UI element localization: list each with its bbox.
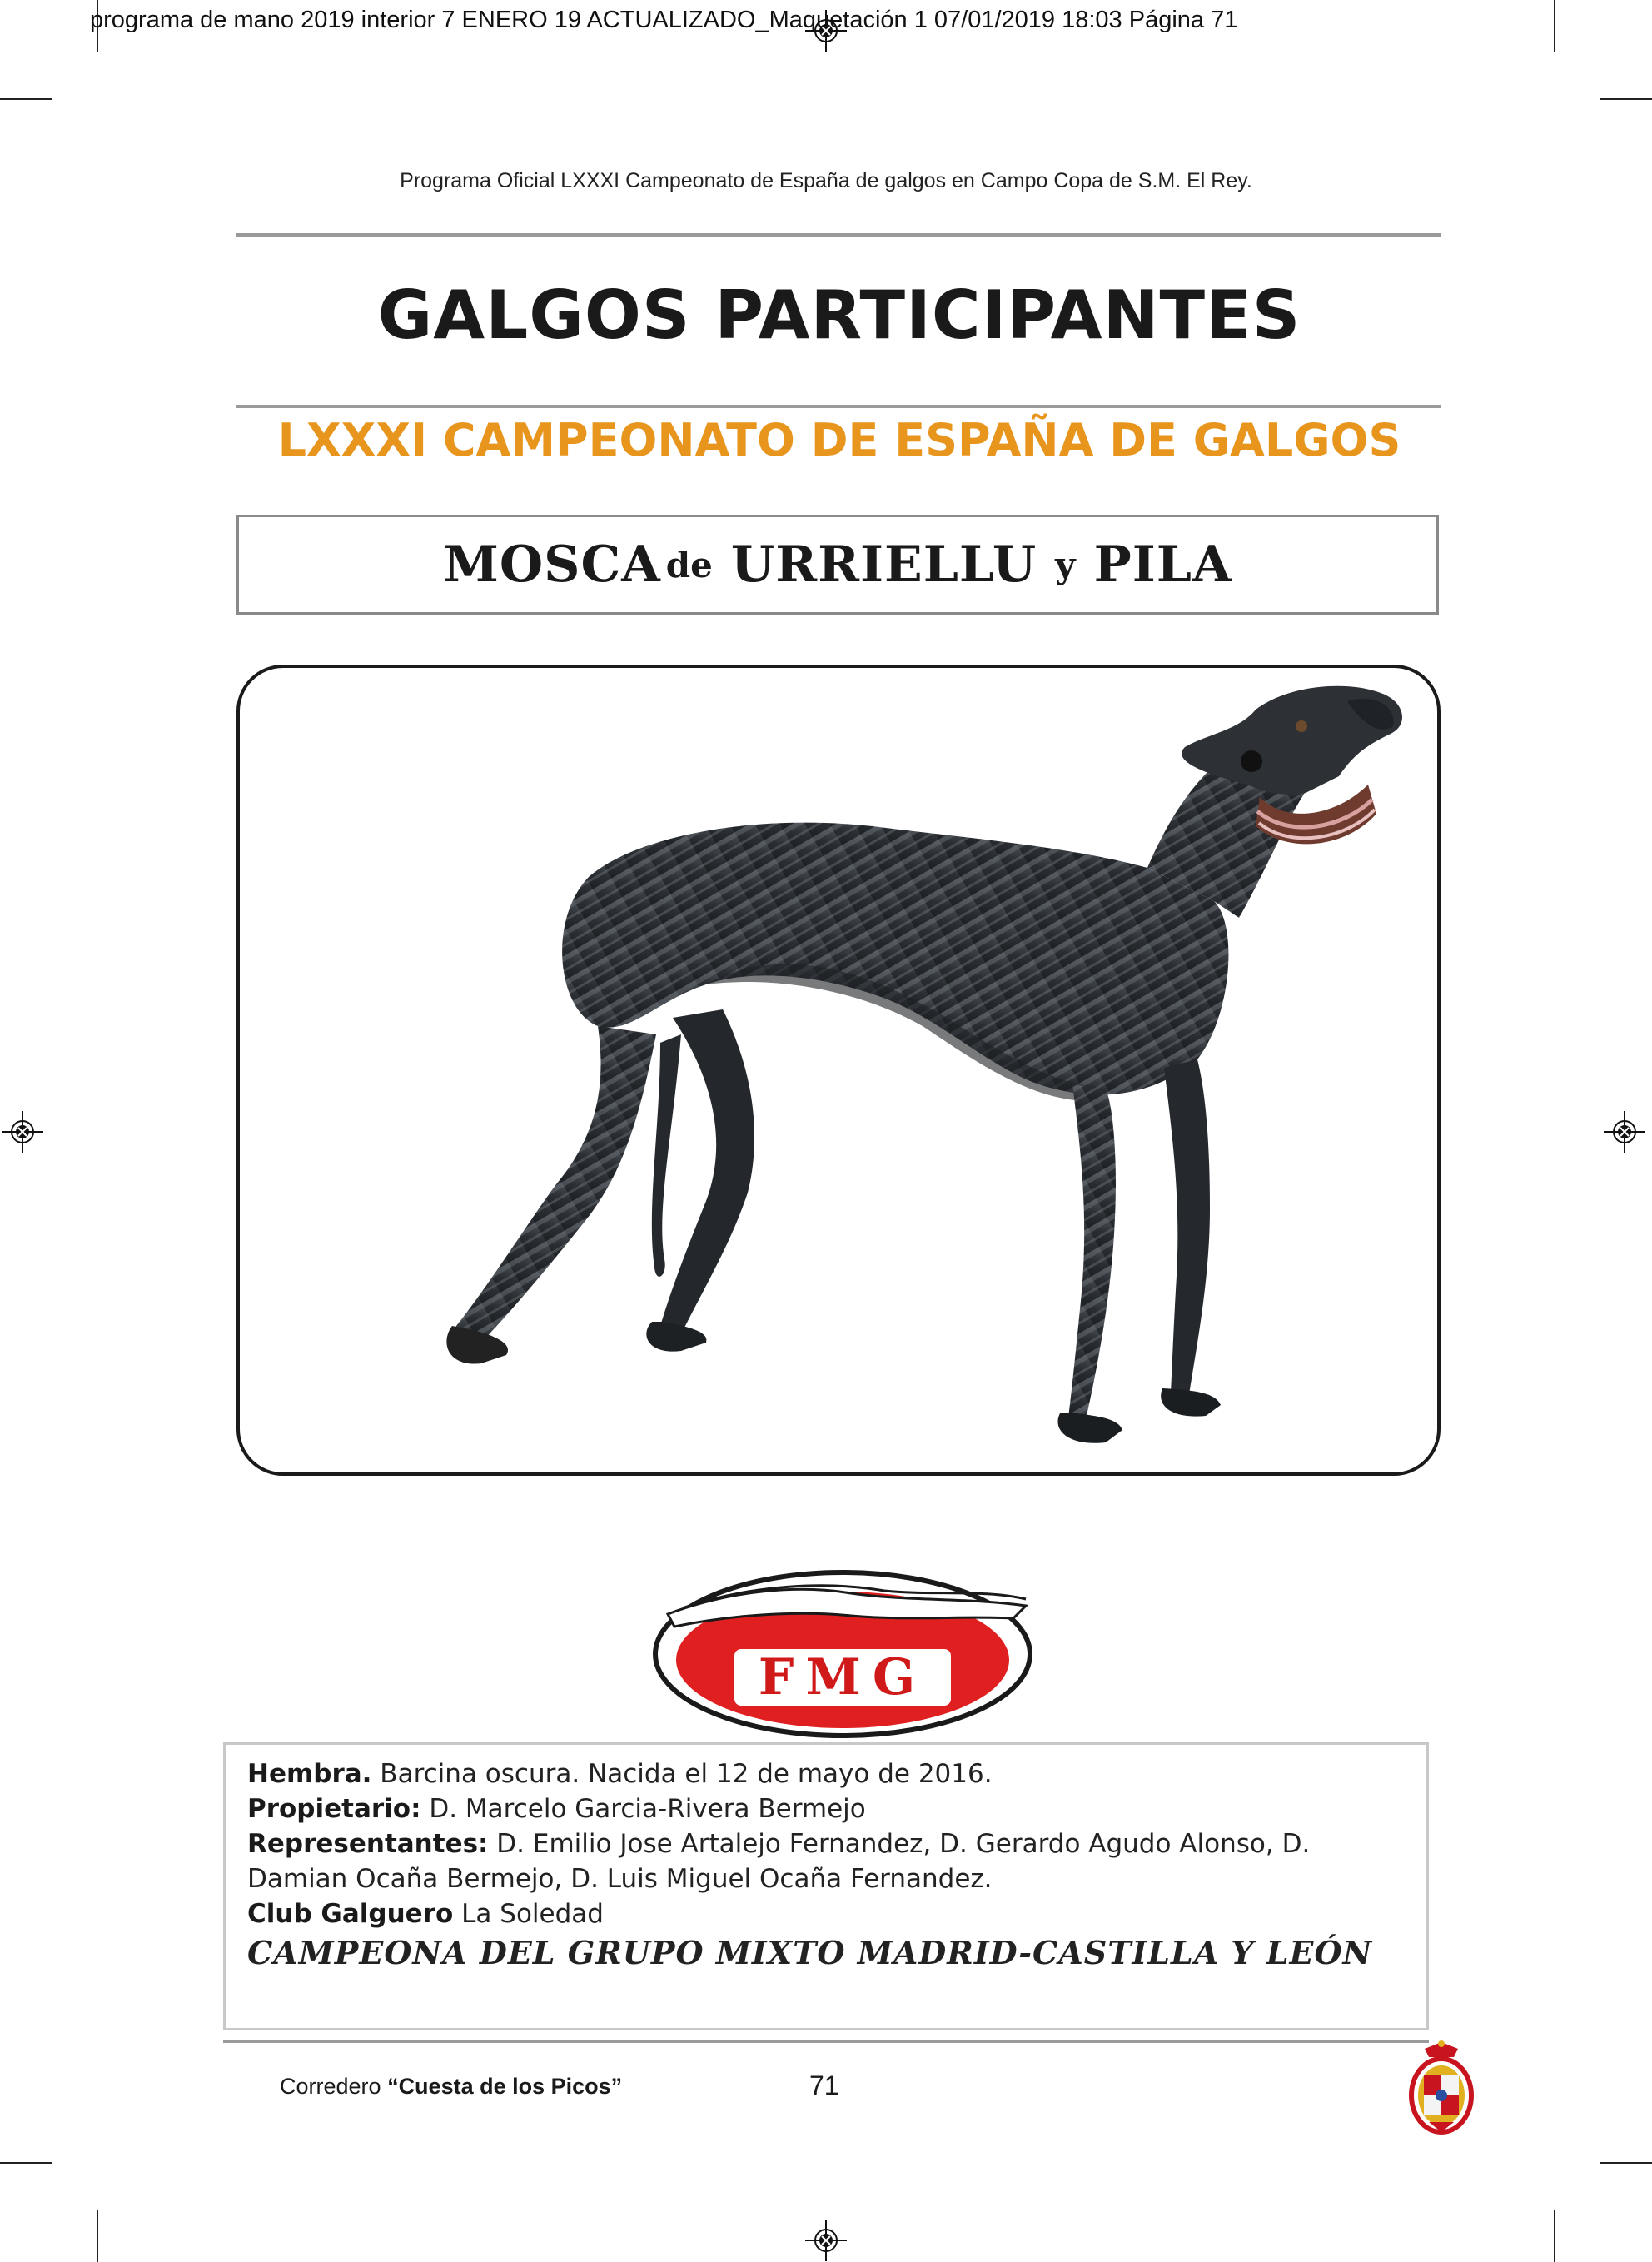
running-head: Programa Oficial LXXXI Campeonato de España de galgos en Campo Copa de S.M. El Rey. bbox=[400, 169, 1252, 192]
crop-mark bbox=[1554, 2210, 1555, 2262]
crop-mark bbox=[1600, 98, 1652, 100]
registration-mark-icon bbox=[805, 2220, 847, 2261]
dog-affix-second: PILA bbox=[1093, 536, 1232, 594]
registration-mark-icon bbox=[1604, 1111, 1645, 1153]
crop-mark bbox=[1554, 0, 1555, 52]
dog-affix: URRIELLU bbox=[730, 536, 1037, 594]
info-line-sex: Hembra. Barcina oscura. Nacida el 12 de mayo de 2016. bbox=[247, 1759, 993, 1789]
crop-mark bbox=[0, 98, 52, 100]
divider bbox=[236, 405, 1441, 408]
greyhound-photo bbox=[236, 665, 1441, 1476]
royal-crest-icon bbox=[1404, 2039, 1479, 2139]
fmg-logo bbox=[634, 1556, 1051, 1739]
champion-title: CAMPEONA DEL GRUPO MIXTO MADRID-CASTILLA Y LEÓN bbox=[247, 1934, 1373, 1971]
dog-name-connector: de bbox=[665, 544, 713, 585]
dog-name-connector: y bbox=[1055, 544, 1076, 585]
divider bbox=[236, 233, 1441, 237]
slug-line: programa de mano 2019 interior 7 ENERO 19 ACTUALIZADO_Maquetación 1 07/01/2019 18:03 Página 71 bbox=[90, 7, 1238, 33]
dog-name: MOSCA bbox=[443, 536, 661, 594]
crop-mark bbox=[97, 2210, 98, 2262]
page-title: GALGOS PARTICIPANTES bbox=[377, 277, 1301, 354]
page-number: 71 bbox=[809, 2070, 839, 2100]
championship-subtitle: LXXXI CAMPEONATO DE ESPAÑA DE GALGOS bbox=[277, 414, 1401, 466]
dog-name-box bbox=[236, 515, 1439, 615]
crop-mark bbox=[0, 2162, 52, 2164]
fmg-logo-text: FMG bbox=[758, 1648, 928, 1706]
greyhound-illustration bbox=[240, 668, 1437, 1472]
crop-mark bbox=[1600, 2162, 1652, 2164]
info-line-owner: Propietario: D. Marcelo Garcia-Rivera Bermejo bbox=[247, 1794, 866, 1824]
registration-mark-icon bbox=[2, 1111, 43, 1153]
info-line-club: Club Galguero La Soledad bbox=[247, 1899, 604, 1929]
info-line-representatives: Representantes: D. Emilio Jose Artalejo Fernandez, D. Gerardo Agudo Alonso, D. Damian Ocaña Bermejo, D. Luis Miguel Ocaña Fernandez. bbox=[247, 1829, 1311, 1894]
divider bbox=[223, 2040, 1429, 2043]
footer-venue: Corredero “Cuesta de los Picos” bbox=[280, 2074, 623, 2099]
dog-info-box bbox=[223, 1742, 1429, 2030]
